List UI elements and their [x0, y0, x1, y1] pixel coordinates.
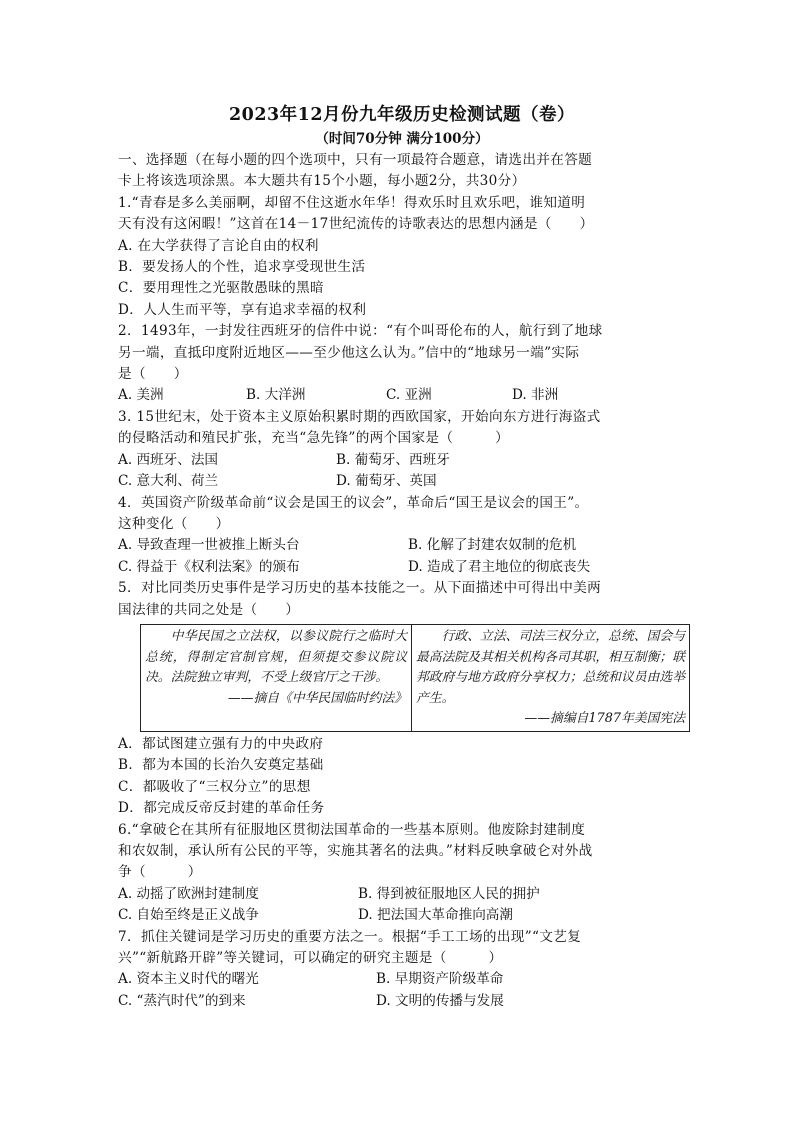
q2-stem-line-1: 2．1493年，一封发往西班牙的信件中说：“有个叫哥伦布的人，航行到了地球 — [118, 323, 603, 340]
q4-options-row-1 — [118, 535, 686, 556]
q4-options-row-2 — [118, 557, 686, 578]
exam-page — [118, 102, 686, 1012]
q5-option-c: C．都吸收了“三权分立”的思想 — [118, 778, 311, 795]
section-heading-line-1: 一、选择题（在每小题的四个选项中，只有一项最符合题意，请选出并在答题 — [118, 152, 593, 168]
q6-option-a: A. 动摇了欧洲封建制度 — [118, 885, 259, 902]
q1-option-d: D．人人生而平等，享有追求幸福的权利 — [118, 301, 367, 318]
q1-option-b: B．要发扬人的个性，追求享受现世生活 — [118, 259, 366, 276]
q2-option-c: C. 亚洲 — [386, 387, 432, 404]
q7-stem-line-1: 7．抓住关键词是学习历史的重要方法之一。根据“手工工场的出现”“文艺复 — [118, 928, 582, 945]
q6-option-d: D. 把法国大革命推向高潮 — [358, 907, 513, 924]
q2-option-a: A. 美洲 — [118, 387, 164, 404]
q5-source-right-text: 行政、立法、司法三权分立，总统、国会与最高法院及其相关机构各司其职，相互制衡；联邦政府与地方政府分享权力；总统和议员由选举产生。 — [416, 628, 685, 706]
q5-source-right-cite: ——摘编自1787年美国宪法 — [524, 711, 685, 727]
q6-stem-line-1: 6.“拿破仑在其所有征服地区贯彻法国革命的一些基本原则。他废除封建制度 — [118, 821, 586, 838]
q3-stem-line-1: 3. 15世纪末，处于资本主义原始积累时期的西欧国家，开始向东方进行海盗式 — [118, 408, 601, 425]
q5-option-b: B．都为本国的长治久安奠定基础 — [118, 757, 324, 774]
q4-option-b: B. 化解了封建农奴制的危机 — [408, 537, 577, 554]
q7-options-row-1 — [118, 969, 686, 990]
q7-option-c: C. “蒸汽时代”的到来 — [118, 992, 246, 1009]
question-4 — [118, 493, 686, 579]
q5-source-left-text: 中华民国之立法权，以参议院行之临时大总统，得制定官制官规，但须提交参议院议决。法院独立审判，不受上级官厅之干涉。 — [145, 628, 407, 686]
q3-options-row-1 — [118, 450, 686, 471]
q7-option-a: A. 资本主义时代的曙光 — [118, 971, 259, 988]
q6-stem-line-3: 争（ ） — [118, 864, 202, 881]
q5-source-left — [141, 624, 412, 731]
q4-option-a: A. 导致查理一世被推上断头台 — [118, 537, 300, 554]
question-7 — [118, 927, 686, 1013]
q6-options-row-2 — [118, 905, 686, 926]
q1-stem-line-1: 1.“青春是多么美丽啊，却留不住这逝水年华！得欢乐时且欢乐吧，谁知道明 — [118, 194, 586, 211]
q6-option-b: B. 得到被征服地区人民的拥护 — [358, 885, 540, 902]
q5-option-d: D．都完成反帝反封建的革命任务 — [118, 800, 325, 817]
q3-option-b: B. 葡萄牙、西班牙 — [336, 451, 450, 468]
question-5 — [118, 578, 686, 819]
q5-option-a: A．都试图建立强有力的中央政府 — [118, 735, 324, 752]
q7-option-d: D. 文明的传播与发展 — [376, 992, 504, 1009]
q3-option-a: A. 西班牙、法国 — [118, 451, 219, 468]
q4-stem-line-1: 4．英国资产阶级革命前“议会是国王的议会”，革命后“国王是议会的国王”。 — [118, 494, 589, 511]
q2-stem-line-3: 是（ ） — [118, 366, 188, 383]
q4-stem-line-2: 这种变化（ ） — [118, 515, 230, 532]
q5-source-right — [412, 624, 690, 731]
q7-options-row-2 — [118, 991, 686, 1012]
q2-options — [118, 385, 686, 406]
q7-option-b: B. 早期资产阶级革命 — [376, 971, 504, 988]
exam-title: 2023年12月份九年级历史检测试题（卷） — [228, 105, 576, 125]
q3-stem-line-2: 的侵略活动和殖民扩张，充当“急先锋”的两个国家是（ ） — [118, 430, 510, 447]
exam-subtitle: （时间70分钟 满分100分） — [315, 131, 489, 147]
q5-stem-line-1: 5．对比同类历史事件是学习历史的基本技能之一。从下面描述中可得出中美两 — [118, 580, 602, 597]
q1-stem-line-2: 天有没有这闲暇！”这首在14－17世纪流传的诗歌表达的思想内涵是（ ） — [118, 216, 594, 233]
q4-option-d: D. 造成了君主地位的彻底丧失 — [408, 558, 591, 575]
q6-option-c: C. 自始至终是正义战争 — [118, 907, 259, 924]
q2-stem-line-2: 另一端，直抵印度附近地区——至少他这么认为。”信中的“地球另一端”实际 — [118, 344, 580, 361]
question-3 — [118, 407, 686, 493]
q3-options-row-2 — [118, 471, 686, 492]
q3-option-c: C. 意大利、荷兰 — [118, 473, 219, 490]
q2-option-d: D. 非洲 — [512, 387, 559, 404]
q7-stem-line-2: 兴”“新航路开辟”等关键词，可以确定的研究主题是（ ） — [118, 949, 503, 966]
q1-option-a: A. 在大学获得了言论自由的权利 — [118, 237, 319, 254]
q3-option-d: D. 葡萄牙、英国 — [336, 473, 437, 490]
section-heading-line-2: 卡上将该选项涂黑。本大题共有15个小题，每小题2分，共30分） — [118, 173, 526, 190]
q1-option-c: C．要用理性之光驱散愚昧的黑暗 — [118, 280, 324, 297]
q5-stem-line-2: 国法律的共同之处是（ ） — [118, 601, 300, 618]
question-6 — [118, 820, 686, 927]
q4-option-c: C. 得益于《权利法案》的颁布 — [118, 558, 300, 575]
q5-source-table — [140, 624, 690, 732]
q6-options-row-1 — [118, 884, 686, 905]
question-1 — [118, 193, 686, 321]
q2-option-b: B. 大洋洲 — [246, 387, 306, 404]
q5-source-left-cite: ——摘自《中华民国临时约法》 — [227, 690, 407, 706]
q6-stem-line-2: 和农奴制，承认所有公民的平等，实施其著名的法典。”材料反映拿破仑对外战 — [118, 842, 593, 859]
question-2 — [118, 321, 686, 407]
